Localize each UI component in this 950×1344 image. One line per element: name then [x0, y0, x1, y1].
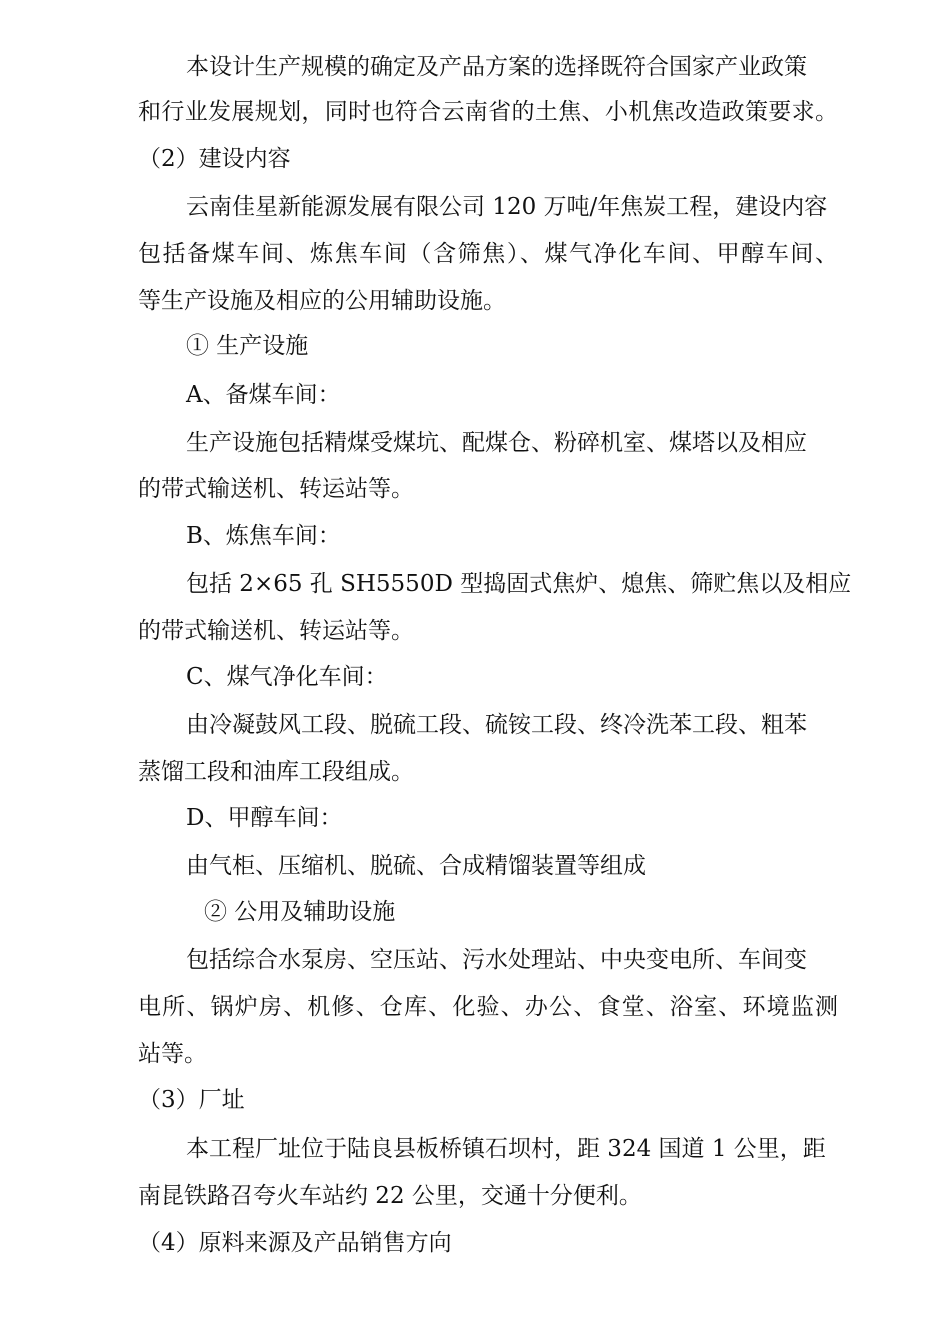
paragraph-line: 由气柜、压缩机、脱硫、合成精馏装置等组成: [186, 853, 646, 879]
paragraph-line: 的带式输送机、转运站等。: [138, 476, 414, 502]
paragraph-line: 生产设施包括精煤受煤坑、配煤仓、粉碎机室、煤塔以及相应: [186, 430, 807, 456]
item-heading: D、甲醇车间：: [186, 805, 343, 831]
item-heading: C、煤气净化车间：: [186, 664, 388, 690]
section-heading: （2）建设内容: [138, 146, 291, 172]
paragraph-line: 的带式输送机、转运站等。: [138, 618, 414, 644]
subsection-heading: ② 公用及辅助设施: [204, 899, 396, 925]
paragraph-line: 云南佳星新能源发展有限公司 120 万吨/年焦炭工程，建设内容: [186, 194, 828, 220]
item-heading: B、炼焦车间：: [186, 523, 341, 549]
paragraph-line: 等生产设施及相应的公用辅助设施。: [138, 288, 506, 314]
paragraph-line: 包括综合水泵房、空压站、污水处理站、中央变电所、车间变: [186, 947, 807, 973]
section-heading: （3）厂址: [138, 1087, 245, 1113]
subsection-heading: ① 生产设施: [186, 333, 309, 359]
paragraph-line: 本设计生产规模的确定及产品方案的选择既符合国家产业政策: [186, 54, 807, 80]
paragraph-line: 包括 2×65 孔 SH5550D 型捣固式焦炉、熄焦、筛贮焦以及相应: [186, 571, 852, 597]
paragraph-line: 南昆铁路召夸火车站约 22 公里，交通十分便利。: [138, 1183, 642, 1209]
paragraph-line: 本工程厂址位于陆良县板桥镇石坝村，距 324 国道 1 公里，距: [186, 1136, 826, 1162]
item-heading: A、备煤车间：: [186, 382, 341, 408]
paragraph-line: 站等。: [138, 1041, 207, 1067]
paragraph-line: 由冷凝鼓风工段、脱硫工段、硫铵工段、终冷洗苯工段、粗苯: [186, 712, 807, 738]
paragraph-line: 包括备煤车间、炼焦车间（含筛焦）、煤气净化车间、甲醇车间、: [138, 241, 838, 267]
paragraph-line: 和行业发展规划，同时也符合云南省的土焦、小机焦改造政策要求。: [138, 99, 838, 125]
paragraph-line: 蒸馏工段和油库工段组成。: [138, 759, 414, 785]
section-heading: （4）原料来源及产品销售方向: [138, 1230, 452, 1256]
paragraph-line: 电所、锅炉房、机修、仓库、化验、办公、食堂、浴室、环境监测: [138, 994, 838, 1020]
